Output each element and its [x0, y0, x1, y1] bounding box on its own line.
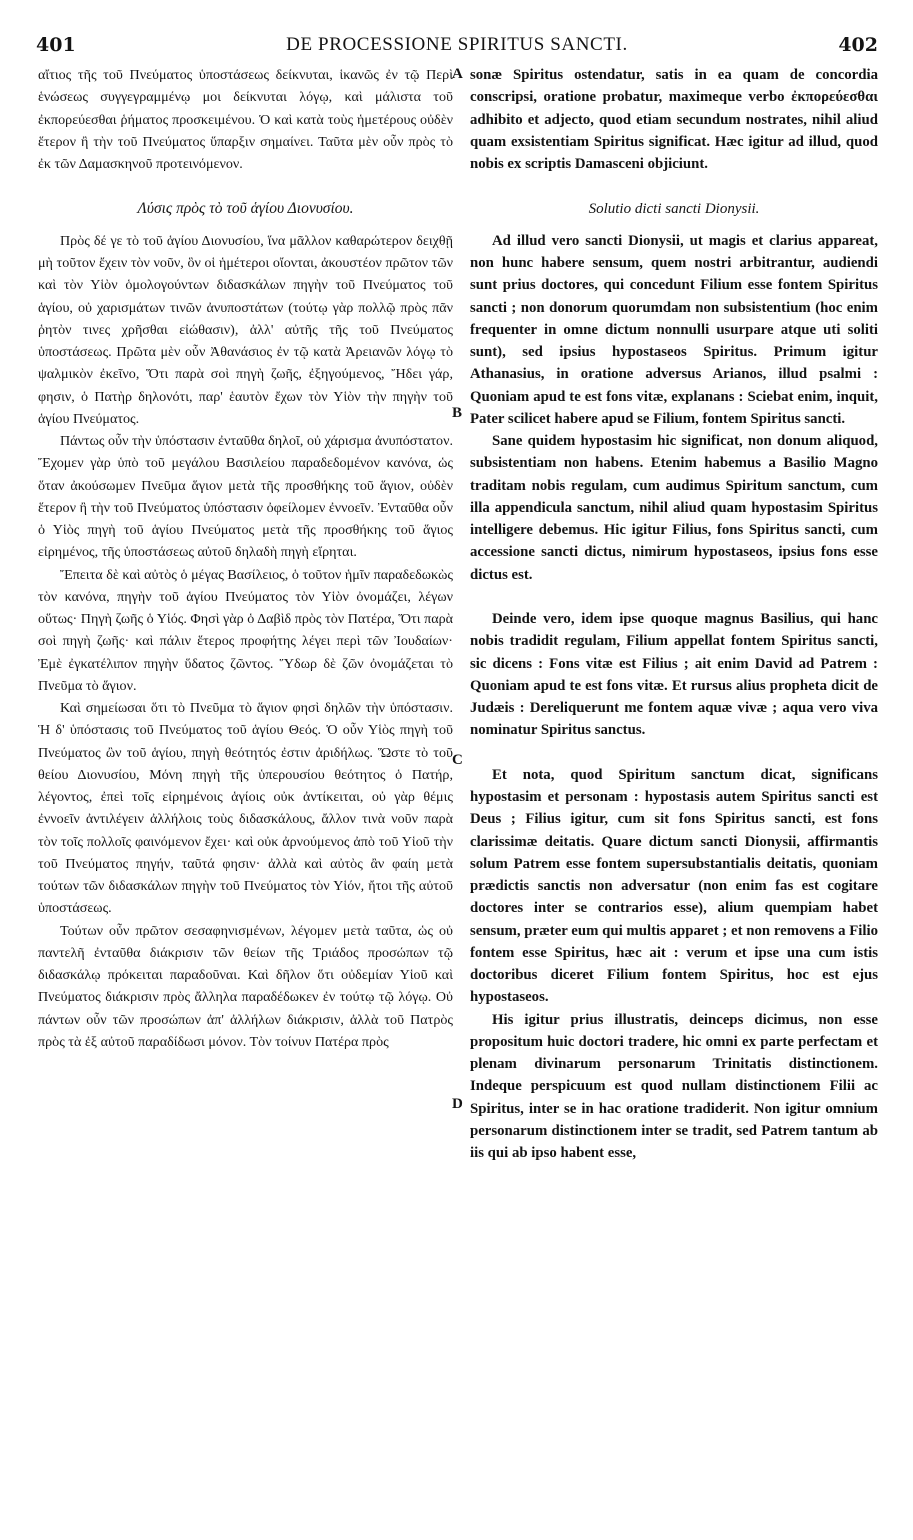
latin-paragraph: Deinde vero, idem ipse quoque magnus Basilius, qui hanc nobis tradidit regulam, Filium appellat fontem Spiritus sancti, sic dicens : Fons vitæ est Filius ; ait enim David ad Patrem : Quoniam apud te est fons vitæ. Et rursus alius propheta dicit de Judæis : Dereliquerunt me fontem aquæ vivæ ; aqua vero viva nominatur Spiritus sanctus.: [470, 611, 878, 739]
latin-section-heading: Solutio dicti sancti Dionysii.: [588, 200, 760, 217]
latin-paragraph: His igitur prius illustratis, deinceps dicimus, non esse propositum huic doctori tradere, hic omni ex parte perfectam et plenam divinarum personarum Trinitatis distinctionem. Indeque perspicuum est quod nullam distinctionem Filii ac Spiritus, inter se in hac oratione tradiderit. Non igitur omnium personarum distinctionem inter se tradit, sed Patrem tantum ab iis qui ab ipso habent esse,: [470, 1011, 878, 1161]
greek-paragraph: Ἔπειτα δὲ καὶ αὐτὸς ὁ μέγας Βασίλειος, ὁ τοῦτον ἡμῖν παραδεδωκὼς τὸν κανόνα, πηγὴν τοῦ ἁγίου Πνεύματος τὸν Υἱὸν ὀνομάζει, λέγων οὕτως· Πηγὴ ζωῆς ὁ Υἱός. Φησὶ γὰρ ὁ Δαβὶδ πρὸς τὸν Πατέρα, Ὅτι παρὰ σοὶ πηγὴ ζωῆς· καὶ πάλιν ἕτερος προφήτης λέγει περὶ τῶν Ἰουδαίων· Ἐμὲ ἐγκατέλιπον πηγὴν ὕδατος ζῶντος. Ὕδωρ δὲ ζῶν ὀνομάζεται τὸ Πνεῦμα τὸ ἅγιον.: [38, 566, 453, 694]
greek-paragraph: Πάντως οὖν τὴν ὑπόστασιν ἐνταῦθα δηλοῖ, οὐ χάρισμα ἀνυπόστατον. Ἔχομεν γὰρ ὑπὸ τοῦ μεγάλου Βασιλείου παραδεδομένον κανόνα, ὡς ὅταν ἀκούσωμεν Πνεῦμα ἅγιον μετὰ τῆς προσθήκης τοῦ ἅγιον, οὐδὲν ἕτερον ἢ τὴν τοῦ Πνεύματος ὑπόστασιν ὀφείλομεν ἐννοεῖν. Ἐνταῦθα οὖν ὁ Υἱὸς πηγὴ τοῦ ἁγίου Πνεύματος μετὰ τῆς προσθήκης τοῦ ἅγιος εἰρημένος, τῆς ὑποστάσεως αὐτοῦ δηλαδὴ πηγὴ εἴρηται.: [38, 433, 453, 561]
latin-paragraph: Et nota, quod Spiritum sanctum dicat, significans hypostasim et personam : hypostasis autem Spiritus sancti est Deus ; Filius igitur, cum sit fons Spiritus sancti, est fons clarissimæ deitatis. Quare dictum sancti Dionysii, affirmantis solum Patrem esse fontem supersubstantialis deitatis, quoniam prædictis sanctis non adversatur (non enim fas est cogitare doctores inter se contrarios esse), alium quempiam habet sensum, præter eum qui multis apparet ; et non removens a Filio fontem esse Spiritus, hæc ait : verum et ipse una cum istis doctoribus diceret Filium fontem Spiritus, hoc est ejus hypostaseos.: [470, 766, 878, 1006]
page-header: [36, 34, 878, 64]
greek-column: [38, 64, 453, 1053]
margin-letter-a: A: [452, 66, 463, 82]
page-number-left: 401: [36, 34, 76, 56]
latin-paragraph: sonæ Spiritus ostendatur, satis in ea quam de concordia conscripsi, oratione probatur, maximeque verbo ἐκπορεύεσθαι adhibito et adjecto, quod etiam secundum nostrates, nihil aliud quam exsistentiam Spiritus significat. Hæc igitur ad illud, quod nobis ex scriptis Damasceni objiciunt.: [470, 67, 878, 172]
latin-paragraph: Sane quidem hypostasim hic significat, non donum aliquod, subsistentiam non habens. Etenim habemus a Basilio Magno traditam nobis regulam, cum audimus Spiritum sanctum, cum illa appendicula sanctum, nihil aliud quam hypostasim Spiritus intelligere debemus. Hic igitur Filius, fons Spiritus sancti, cum accessione sancti dictus, nimirum hypostaseos, ipsius fons esse dictus est.: [470, 433, 878, 583]
latin-paragraph: Ad illud vero sancti Dionysii, ut magis et clarius appareat, non hunc habere sensum, quem nostri arbitrantur, audiendi sunt prius doctores, qui concedunt Filium esse fontem Spiritus sancti ; non donorum quorumdam non subsistentium (hoc enim frequenter in omne dictum nonnulli usurpare atque uti soliti sunt), sed ipsius hypostaseos Spiritus. Primum igitur Athanasius, in oratione adversus Arianos, illud psalmi : Quoniam apud te est fons vitæ, explanans : Sciebat enim, inquit, Pater scilicet habere apud se Filium, fontem Spiritus sancti.: [470, 232, 878, 427]
page-number-right: 402: [838, 34, 878, 56]
margin-letter-c: C: [452, 752, 463, 768]
greek-paragraph: Καὶ σημείωσαι ὅτι τὸ Πνεῦμα τὸ ἅγιον φησὶ δηλῶν τὴν ὑπόστασιν. Ἡ δ' ὑπόστασις τοῦ Πνεύματος τοῦ ἁγίου Θεός. Ὁ οὖν Υἱὸς πηγὴ τοῦ Πνεύματος ὢν τοῦ ἁγίου, πηγὴ θεότητός ἐστιν ἀριδήλως. Ὥστε τὸ τοῦ θείου Διονυσίου, Μόνη πηγὴ τῆς ὑπερουσίου θεότητος ὁ Πατήρ, λέγοντος, ἐπεὶ τοῖς εἰρημένοις ἁγίοις οὐκ ἀντίκειται, οὐ γὰρ θέμις ἐννοεῖν ἀντιλέγειν ἀλλήλοις τοὺς διδασκάλους, ἄλλον τινὰ νοῦν παρὰ τὸν τοῖς πολλοῖς φαινόμενον ἔχει· καὶ οὐκ ἀρνούμενος ἀπὸ τοῦ Υἱοῦ τὴν τοῦ Πνεύματος πηγήν, ταῦτά φησιν· ἀλλὰ καὶ αὐτὸς ἂν φαίη μετὰ τούτων τῶν διδασκάλων πηγὴν τοῦ Πνεύματος τὸν Υἱόν, ἤτοι τῆς αὐτοῦ ὑποστάσεως.: [38, 700, 453, 917]
greek-section-heading: Λύσις πρὸς τὸ τοῦ ἁγίου Διονυσίου.: [137, 199, 354, 217]
margin-letter-b: B: [452, 405, 463, 421]
greek-paragraph: Τούτων οὖν πρῶτον σεσαφηνισμένων, λέγομεν μετὰ ταῦτα, ὡς οὐ παντελῆ ἐνταῦθα διάκρισιν τῶν θείων τῆς Τριάδος προσώπων τῷ διδασκάλῳ πρόκειται παραδοῦναι. Καὶ δῆλον ὅτι οὐδεμίαν Υἱοῦ καὶ Πνεύματος διάκρισιν πρὸς ἄλληλα παραδέδωκεν ἐν τούτῳ τῷ λόγῳ. Οὐ πάντων οὖν τῶν προσώπων ἀπ' ἀλλήλων διάκρισιν, ἀλλὰ τοῦ Πατρὸς πρὸς τὰ ἐξ αὐτοῦ παραδίδωσι μόνον. Τὸν τοίνυν Πατέρα πρὸς: [38, 922, 453, 1050]
greek-paragraph: Πρὸς δέ γε τὸ τοῦ ἁγίου Διονυσίου, ἵνα μᾶλλον καθαρώτερον δειχθῇ μὴ τοῦτον ἔχειν τὸν νοῦν, ὃν οἱ ἡμέτεροι οἴονται, ἀκουστέον πρῶτον τῶν καὶ τὸν Υἱὸν ὁμολογούντων διδασκάλων πηγὴν τοῦ Πνεύματος τοῦ ἁγίου, οὐ χαρισμάτων τινῶν ἀνυποστάτων (τούτῳ γὰρ πολλῷ πρὸς πᾶν ῥητὸν τινες χρῆσθαι εἰώθασιν), ἀλλ' αὐτῆς τῆς τοῦ Πνεύματος ὑποστάσεως. Πρῶτα μὲν οὖν Ἀθανάσιος ἐν τῷ κατὰ Ἀρειανῶν λόγῳ τὸ ψαλμικὸν ἐκεῖνο, Ὅτι παρὰ σοὶ πηγὴ ζωῆς, ἐξηγούμενος, Ἤδει γάρ, φησιν, ὁ Πατὴρ δηλονότι, παρ' ἑαυτὸν ἔχων τὸν Υἱὸν τὴν πηγὴν τοῦ ἁγίου Πνεύματος.: [38, 232, 453, 427]
running-title: DE PROCESSIONE SPIRITUS SANCTI.: [286, 34, 628, 55]
greek-paragraph: αἴτιος τῆς τοῦ Πνεύματος ὑποστάσεως δείκνυται, ἱκανῶς ἐν τῷ Περὶ ἑνώσεως συγγεγραμμένῳ μοι δείκνυται λόγῳ, καὶ μάλιστα τοῦ ἐκπορεύεσθαι ῥήματος προσκειμένου. Ὁ καὶ κατὰ τοὺς ἡμετέρους οὐδὲν ἕτερον ἢ τὴν τοῦ Πνεύματος ὕπαρξιν σημαίνει. Ταῦτα μὲν οὖν πρὸς τὸ ἐκ τῶν Δαμασκηνοῦ προτεινόμενον.: [38, 67, 453, 172]
margin-letter-d: D: [452, 1096, 463, 1112]
latin-column: [470, 64, 878, 1164]
